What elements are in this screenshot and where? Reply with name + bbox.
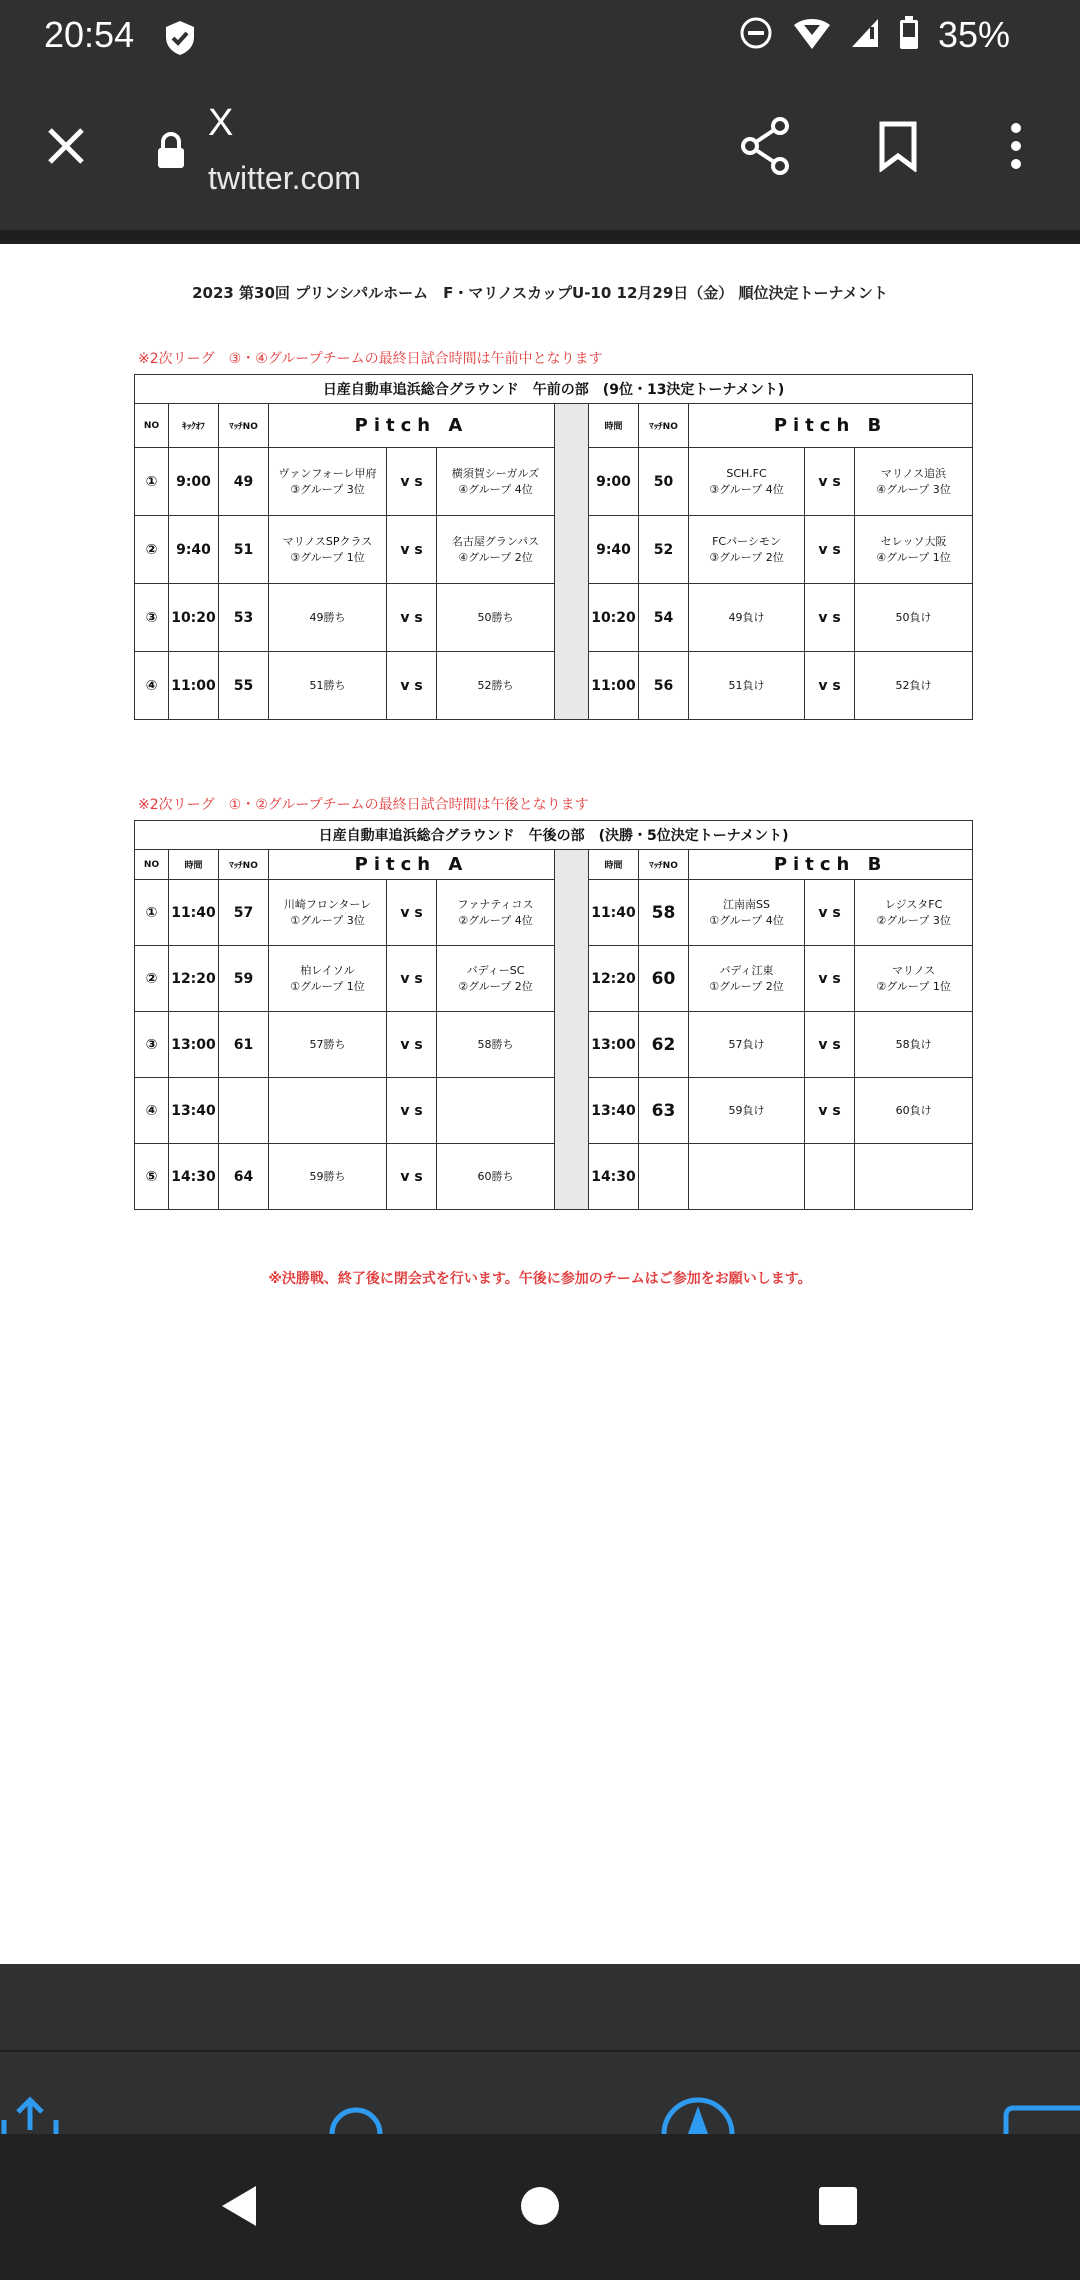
team-group: ①グループ 4位 [709,913,784,927]
team-a1 [269,448,387,516]
row-time-b: 9:40 [589,516,639,584]
team-b2: 52負け [855,652,973,720]
team-name: バディ江東 [719,963,774,977]
team-name: レジスタFC [884,897,943,911]
row-match: 59 [219,946,269,1012]
col-header-match: ﾏｯﾁNO [219,850,269,880]
wifi-icon [792,15,832,55]
col-header-no: NO [135,850,169,880]
row-match: 61 [219,1012,269,1078]
vs-label: v s [805,1012,855,1078]
team-a2: 60勝ち [437,1144,555,1210]
team-b2 [855,880,973,946]
team-b1: 59負け [689,1078,805,1144]
dnd-icon [738,15,774,55]
bookmark-icon[interactable] [876,120,920,176]
team-a2 [437,880,555,946]
search-icon[interactable] [326,2090,386,2138]
row-time-b: 14:30 [589,1144,639,1210]
share-icon[interactable] [738,116,794,180]
vs-label: v s [805,584,855,652]
vs-label: v s [387,1012,437,1078]
vs-label: v s [805,448,855,516]
back-icon[interactable] [216,2182,260,2234]
row-no: ② [135,946,169,1012]
team-name: バディーSC [466,963,525,977]
page-url: twitter.com [208,160,361,196]
team-group: ④グループ 3位 [876,482,951,496]
status-time: 20:54 [44,14,135,55]
lock-icon [154,130,188,174]
team-a1 [269,516,387,584]
row-time: 13:40 [169,1078,219,1144]
col-header-match: ﾏｯﾁNO [219,404,269,448]
table-gap [555,404,589,720]
recents-icon[interactable] [816,2182,860,2234]
morning-schedule-table [134,374,973,720]
team-a2: 50勝ち [437,584,555,652]
team-group: ②グループ 3位 [876,913,951,927]
team-group: ①グループ 1位 [290,979,365,993]
pitch-b-header: Pitch B [689,404,973,448]
row-time: 10:20 [169,584,219,652]
col-header-match-b: ﾏｯﾁNO [639,850,689,880]
pitch-a-header: Pitch A [269,850,555,880]
table-row [135,1078,973,1144]
team-a2 [437,448,555,516]
team-group: ②グループ 4位 [458,913,533,927]
table-row [135,1144,973,1210]
team-a1 [269,1078,387,1144]
team-group: ④グループ 2位 [458,550,533,564]
team-a1: 57勝ち [269,1012,387,1078]
vs-label: v s [387,584,437,652]
row-match-b: 52 [639,516,689,584]
vs-label: v s [805,652,855,720]
row-time: 9:40 [169,516,219,584]
team-b2: 60負け [855,1078,973,1144]
team-group: ③グループ 1位 [290,550,365,564]
row-match-b: 54 [639,584,689,652]
action-bar-divider [0,2050,1080,2052]
row-time: 11:00 [169,652,219,720]
team-name: 川崎フロンターレ [283,897,372,911]
team-b1 [689,880,805,946]
team-group: ③グループ 2位 [709,550,784,564]
team-b2: 50負け [855,584,973,652]
row-time: 9:00 [169,448,219,516]
team-b2 [855,946,973,1012]
row-no: ① [135,448,169,516]
team-name: マリノス [892,963,936,977]
row-time: 11:40 [169,880,219,946]
row-match: 53 [219,584,269,652]
signal-icon [850,15,880,55]
row-time: 13:00 [169,1012,219,1078]
vs-label: v s [387,1078,437,1144]
table-row [135,1012,973,1078]
team-b2 [855,1144,973,1210]
table-caption: 日産自動車追浜総合グラウンド 午後の部 (決勝・5位決定トーナメント) [135,821,973,850]
battery-percent: 35% [937,14,1010,55]
row-match-b: 58 [639,880,689,946]
team-group: ④グループ 4位 [458,482,533,496]
section-note: ※2次リーグ ①・②グループチームの最終日試合時間は午後となります [138,797,589,813]
row-time-b: 11:00 [589,652,639,720]
team-a1 [269,946,387,1012]
row-no: ③ [135,584,169,652]
row-time-b: 13:00 [589,1012,639,1078]
team-group: ④グループ 1位 [876,550,951,564]
row-match-b: 56 [639,652,689,720]
team-name: ヴァンフォーレ甲府 [278,466,377,480]
team-b1: 51負け [689,652,805,720]
message-icon[interactable] [1000,2090,1080,2138]
table-row [135,448,973,516]
team-a2 [437,1078,555,1144]
row-time: 12:20 [169,946,219,1012]
team-a2: 52勝ち [437,652,555,720]
home-icon[interactable] [518,2182,562,2234]
share-out-icon[interactable] [0,2090,64,2138]
table-gap [555,850,589,1210]
row-time-b: 9:00 [589,448,639,516]
section-note: ※2次リーグ ③・④グループチームの最終日試合時間は午前中となります [138,351,603,367]
team-a1: 49勝ち [269,584,387,652]
col-header-time-b: 時間 [589,850,639,880]
team-a1 [269,880,387,946]
row-time-b: 12:20 [589,946,639,1012]
vs-label: v s [387,448,437,516]
row-match: 49 [219,448,269,516]
team-group: ③グループ 3位 [290,482,365,496]
vs-label: v s [387,946,437,1012]
team-name: ファナティコス [457,897,534,911]
team-a2: 58勝ち [437,1012,555,1078]
team-b2: 58負け [855,1012,973,1078]
row-no: ③ [135,1012,169,1078]
battery-icon [898,15,920,55]
team-name: SCH.FC [726,466,767,480]
vs-label: v s [387,880,437,946]
table-row [135,946,973,1012]
row-match: 64 [219,1144,269,1210]
team-name: 横須賀シーガルズ [451,466,540,480]
row-no: ④ [135,1078,169,1144]
row-match-b: 50 [639,448,689,516]
more-vert-icon[interactable] [1004,120,1028,176]
team-a1: 59勝ち [269,1144,387,1210]
row-time-b: 13:40 [589,1078,639,1144]
team-group: ①グループ 2位 [709,979,784,993]
row-match-b [639,1144,689,1210]
team-b1 [689,516,805,584]
table-caption: 日産自動車追浜総合グラウンド 午前の部 (9位・13決定トーナメント) [135,375,973,404]
row-match: 51 [219,516,269,584]
team-name: 名古屋グランパス [451,534,540,548]
tweet-action-bar [0,1964,1080,2134]
row-match-b: 62 [639,1012,689,1078]
compass-icon[interactable] [660,2090,736,2138]
team-b1 [689,1144,805,1210]
vs-label: v s [805,1078,855,1144]
row-match: 55 [219,652,269,720]
toolbar-divider [0,230,1080,244]
table-row [135,516,973,584]
system-nav-bar [0,2134,1080,2280]
team-name: マリノス追浜 [880,466,947,480]
row-match-b: 60 [639,946,689,1012]
closing-note: ※決勝戦、終了後に閉会式を行います。午後に参加のチームはご参加をお願いします。 [268,1271,812,1287]
table-row [135,652,973,720]
team-group: ②グループ 2位 [458,979,533,993]
team-b2 [855,448,973,516]
row-match [219,1078,269,1144]
team-a2 [437,516,555,584]
table-row [135,880,973,946]
team-b2 [855,516,973,584]
document-title: 2023 第30回 プリンシパルホーム F・マリノスカップU-10 12月29日（金） 順位決定トーナメント [192,284,888,302]
team-name: セレッソ大阪 [880,534,947,548]
tweet-image[interactable] [0,244,1080,1964]
afternoon-schedule-table [134,820,973,1210]
table-row [135,584,973,652]
team-name: 江南南SS [723,897,770,911]
vs-label: v s [387,516,437,584]
team-name: 柏レイソル [300,963,355,977]
col-header-time: ｷｯｸｵﾌ [169,404,219,448]
col-header-time: 時間 [169,850,219,880]
browser-toolbar [0,72,1080,230]
row-no: ⑤ [135,1144,169,1210]
status-bar [0,0,1080,72]
page-title: X [208,102,234,144]
vs-label: v s [805,516,855,584]
team-a2 [437,946,555,1012]
team-name: FCパーシモン [712,534,781,548]
vs-label [805,1144,855,1210]
col-header-no: NO [135,404,169,448]
row-no: ② [135,516,169,584]
col-header-match-b: ﾏｯﾁNO [639,404,689,448]
row-time-b: 10:20 [589,584,639,652]
vs-label: v s [387,1144,437,1210]
row-match-b: 63 [639,1078,689,1144]
team-name: マリノスSPクラス [282,534,373,548]
close-icon[interactable] [44,124,88,172]
col-header-time-b: 時間 [589,404,639,448]
vs-label: v s [805,880,855,946]
row-no: ④ [135,652,169,720]
team-b1: 49負け [689,584,805,652]
row-no: ① [135,880,169,946]
row-time: 14:30 [169,1144,219,1210]
shield-check-icon [160,18,200,62]
team-a1: 51勝ち [269,652,387,720]
row-match: 57 [219,880,269,946]
team-group: ①グループ 3位 [290,913,365,927]
pitch-b-header: Pitch B [689,850,973,880]
vs-label: v s [805,946,855,1012]
team-b1: 57負け [689,1012,805,1078]
vs-label: v s [387,652,437,720]
row-time-b: 11:40 [589,880,639,946]
pitch-a-header: Pitch A [269,404,555,448]
team-group: ③グループ 4位 [709,482,784,496]
team-b1 [689,946,805,1012]
team-group: ②グループ 1位 [876,979,951,993]
team-b1 [689,448,805,516]
